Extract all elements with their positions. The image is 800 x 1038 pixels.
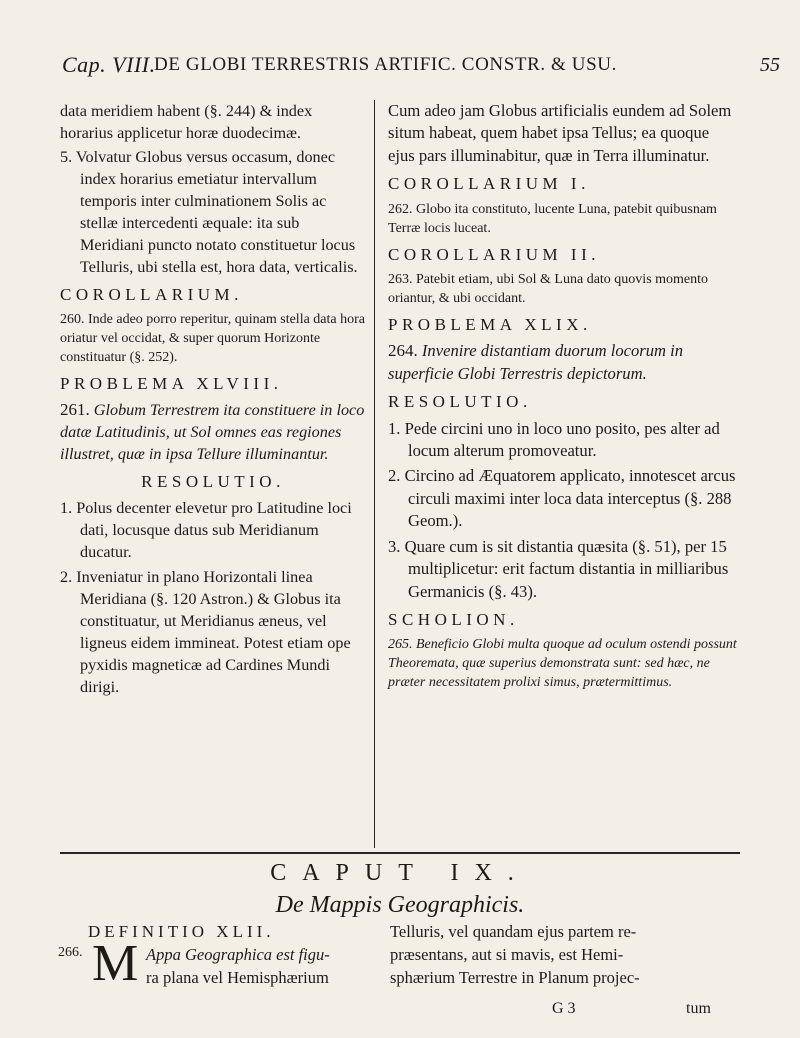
item-text: Volvatur Globus versus occasum, donec index horarius emetiatur intervallum temporis inter culminationem Solis ac stellæ intercedenti æquale: ita sub Meridiani puncto notato constituetur locus Telluris, ubi stella est, hora data, verticalis. [75,148,358,276]
item-text: Polus decenter elevetur pro Latitudine loci dati, locusque datus sub Meridianum ducatur. [76,499,352,561]
paragraph: data meridiem habent (§. 244) & index horarius applicetur horæ duodecimæ. [60,102,313,142]
item-number: 1. [388,418,401,438]
problema-heading: PROBLEMA XLIX. [388,315,592,335]
list-item [388,465,738,532]
list-item [60,566,366,698]
definition-number: 266. [58,945,83,960]
proposition [388,340,738,385]
corollarium-heading: COROLLARIUM I. [388,174,590,194]
problema-heading: PROBLEMA XLVIII. [60,374,283,393]
scholion-heading: SCHOLION. [388,609,519,629]
item-text: Quare cum is sit distantia quæsita (§. 51), per 15 multiplicetur: erit factum distantia in milliaribus Germanicis (§. 43). [404,536,729,601]
right-column [388,100,738,694]
item-text: Pede circini uno in loco uno posito, pes alter ad locum alterum promoveatur. [404,418,720,461]
paragraph: Cum adeo jam Globus artificialis eundem ad Solem situm habeat, quem habet ipsa Tellus; ea quoque ejus pars illuminabitur, quæ in Terra illuminatur. [388,101,732,165]
definition-line: ra plana vel Hemisphærium [146,968,329,987]
drop-capital: M [92,935,139,992]
paragraph-260: 260. Inde adeo porro reperitur, quinam stella data hora oriatur vel occidat, & super quorum Horizonte constituatur (§. 252). [60,312,365,365]
running-title: DE GLOBI TERRESTRIS ARTIFIC. CONSTR. & USU. [154,54,617,75]
corollarium-heading: COROLLARIUM II. [388,244,600,264]
signature-mark: G 3 [552,1000,576,1017]
text-line: Telluris, vel quandam ejus partem re- [390,922,637,941]
chapter-label: Cap. VIII. [62,52,156,77]
section-rule [60,852,740,854]
definition-line: Appa Geographica est figu- [146,945,330,964]
text-line: sphærium Terrestre in Planum projec- [390,968,640,987]
resolutio-heading: RESOLUTIO. [141,472,285,491]
item-number: 2. [60,568,73,586]
paragraph-262: 262. Globo ita constituto, lucente Luna, patebit quibusnam Terræ locis luceat. [388,201,717,236]
list-item [60,497,366,563]
proposition-text: Invenire distantiam duorum locorum in superficie Globi Terrestris depictorum. [388,341,684,383]
list-item [60,146,366,278]
item-number: 2. [388,466,401,486]
chapter-subtitle: De Mappis Geographicis. [275,892,525,918]
proposition [60,399,366,465]
paragraph-263: 263. Patebit etiam, ubi Sol & Luna dato quovis momento oriantur, & ubi occidant. [388,272,709,307]
definitio-heading: DEFINITIO XLII. [88,922,275,941]
left-column [60,100,366,701]
column-divider [374,100,375,848]
resolutio-heading: RESOLUTIO. [388,392,532,412]
page-number: 55 [760,54,780,76]
item-text: Inveniatur in plano Horizontali linea Meridiana (§. 120 Astron.) & Globus ita constituatur, ut Meridianus æneus, vel ligneus eidem immineat. Potest etiam ope pyxidis magneticæ ad Cardines Mundi dirigi. [76,568,351,696]
paragraph-265: 265. Beneficio Globi multa quoque ad oculum ostendi possunt Theoremata, quæ superius demonstrata sunt: sed hæc, ne præter necessitatem prolixi simus, prætermittimus. [388,637,737,691]
chapter-heading: CAPUT IX. [270,860,530,886]
proposition-number: 264. [388,341,418,361]
proposition-number: 261. [60,400,90,419]
item-number: 3. [388,536,401,556]
list-item [388,536,738,603]
catchword: tum [686,1000,711,1017]
proposition-text: Globum Terrestrem ita constituere in loco datæ Latitudinis, ut Sol omnes eas regiones illustret, quæ in ipsa Tellure illuminantur. [60,401,365,463]
list-item [388,418,738,463]
corollarium-heading: COROLLARIUM. [60,285,243,304]
running-head [62,52,780,88]
item-number: 1. [60,499,73,517]
text-line: præsentans, aut si mavis, est Hemi- [390,945,624,964]
item-text: Circino ad Æquatorem applicato, innotescet arcus circuli maximi inter loca data interceptus (§. 288 Geom.). [404,466,736,531]
item-number: 5. [60,148,73,166]
